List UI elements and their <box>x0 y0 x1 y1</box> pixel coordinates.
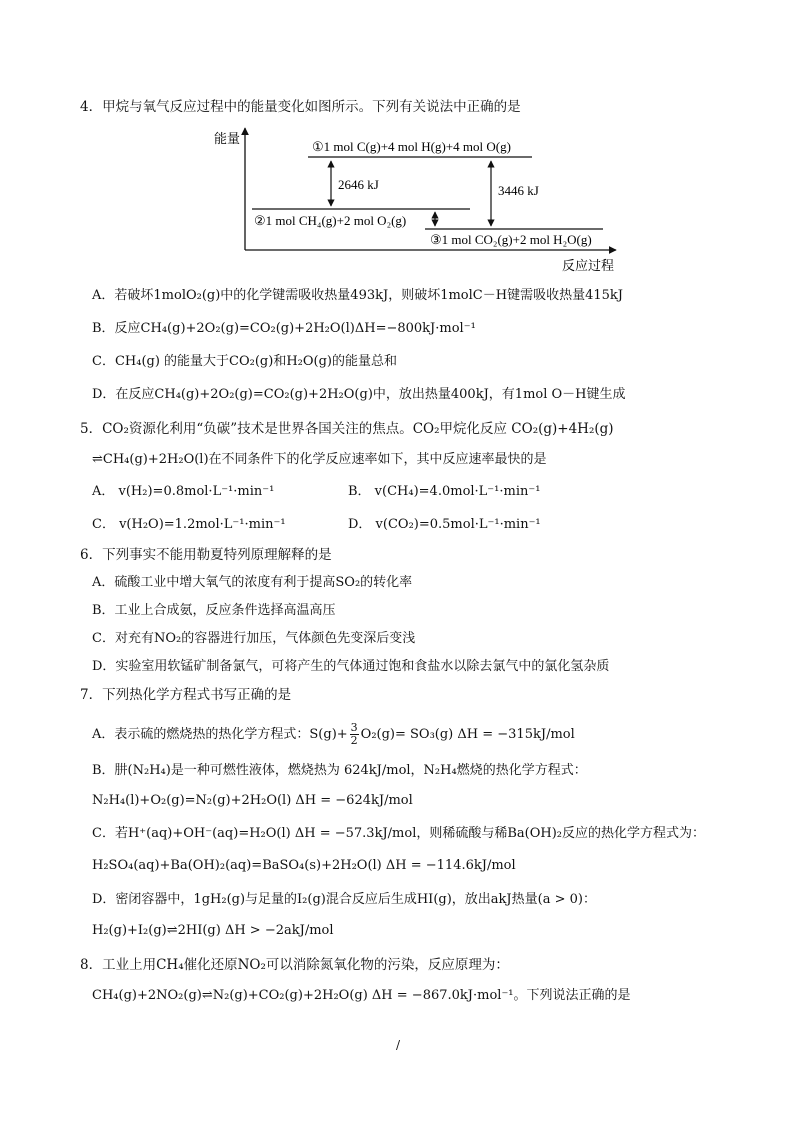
q6-stem: 6．下列事实不能用勒夏特列原理解释的是 <box>80 547 332 563</box>
q6-option-a: A．硫酸工业中增大氧气的浓度有利于提高SO₂的转化率 <box>92 575 413 590</box>
q7-option-d-line2: H₂(g)+I₂(g)⇌2HI(g) ΔH > −2akJ/mol <box>92 923 334 938</box>
q7-option-d-line1: D．密闭容器中，1gH₂(g)与足量的I₂(g)混合反应后生成HI(g)，放出akJ热量(a > 0)： <box>92 892 596 907</box>
q4-stem: 4．甲烷与氧气反应过程中的能量变化如图所示。下列有关说法中正确的是 <box>80 99 521 115</box>
fraction-denominator: 2 <box>350 734 358 747</box>
q6-option-c: C．对充有NO₂的容器进行加压，气体颜色先变深后变浅 <box>92 631 416 646</box>
q6-option-b: B．工业上合成氨，反应条件选择高温高压 <box>92 603 336 618</box>
q7-option-c-line1: C．若H⁺(aq)+OH⁻(aq)=H₂O(l) ΔH = −57.3kJ/mol，则稀硫酸与稀Ba(OH)₂反应的热化学方程式为： <box>92 826 706 841</box>
q4-option-d: D．在反应CH₄(g)+2O₂(g)=CO₂(g)+2H₂O(g)中，放出热量400kJ，有1mol O－H键生成 <box>92 387 626 402</box>
q7-option-b-line1: B．肼(N₂H₄)是一种可燃性液体，燃烧热为 624kJ/mol，N₂H₄燃烧的热化学方程式： <box>92 763 587 778</box>
page-number: / <box>396 1038 401 1052</box>
q5-option-d: D． v(CO₂)=0.5mol·L⁻¹·min⁻¹ <box>348 517 541 532</box>
q7-option-c-line2: H₂SO₄(aq)+Ba(OH)₂(aq)=BaSO₄(s)+2H₂O(l) ΔH = −114.6kJ/mol <box>92 858 516 873</box>
q5-option-c: C． v(H₂O)=1.2mol·L⁻¹·min⁻¹ <box>92 517 286 532</box>
q7-option-b-line2: N₂H₄(l)+O₂(g)=N₂(g)+2H₂O(l) ΔH = −624kJ/mol <box>92 793 413 808</box>
x-axis-label: 反应过程 <box>562 258 615 273</box>
y-axis-label: 能量 <box>214 131 241 146</box>
level-2-label: ②1 mol CH₄(g)+2 mol O₂(g) <box>254 213 407 228</box>
q5-stem-line2: ⇌CH₄(g)+2H₂O(l)在不同条件下的化学反应速率如下，其中反应速率最快的是 <box>92 452 547 467</box>
q8-stem-line1: 8．工业上用CH₄催化还原NO₂可以消除氮氧化物的污染，反应原理为： <box>80 957 509 973</box>
q5-option-b: B． v(CH₄)=4.0mol·L⁻¹·min⁻¹ <box>348 484 541 499</box>
q5-option-a: A． v(H₂)=0.8mol·L⁻¹·min⁻¹ <box>92 484 275 499</box>
q4-option-a: A．若破坏1molO₂(g)中的化学键需吸收热量493kJ，则破坏1molC－H键需吸收热量415kJ <box>92 288 623 303</box>
q7-stem: 7．下列热化学方程式书写正确的是 <box>80 687 292 703</box>
level-3-label: ③1 mol CO₂(g)+2 mol H₂O(g) <box>430 232 592 247</box>
q7-a-suffix: O₂(g)= SO₃(g) ΔH = −315kJ/mol <box>360 727 575 742</box>
q7-option-a <box>92 722 575 747</box>
q8-stem-line2: CH₄(g)+2NO₂(g)⇌N₂(g)+CO₂(g)+2H₂O(g) ΔH = −867.0kJ·mol⁻¹。下列说法正确的是 <box>92 988 631 1003</box>
q4-option-b: B．反应CH₄(g)+2O₂(g)=CO₂(g)+2H₂O(l)ΔH=−800kJ·mol⁻¹ <box>92 321 476 336</box>
q7-a-prefix: A．表示硫的燃烧热的热化学方程式：S(g)+ <box>92 727 348 742</box>
fraction <box>350 722 359 747</box>
fraction-numerator: 3 <box>350 721 358 734</box>
q6-option-d: D．实验室用软锰矿制备氯气，可将产生的气体通过饱和食盐水以除去氯气中的氯化氢杂质 <box>92 659 610 674</box>
q4-option-c: C．CH₄(g) 的能量大于CO₂(g)和H₂O(g)的能量总和 <box>92 354 397 369</box>
arrow-2646-label: 2646 kJ <box>338 177 379 192</box>
level-1-label: ①1 mol C(g)+4 mol H(g)+4 mol O(g) <box>312 139 511 154</box>
arrow-3446-label: 3446 kJ <box>498 183 539 198</box>
q5-stem-line1: 5．CO₂资源化利用“负碳”技术是世界各国关注的焦点。CO₂甲烷化反应 CO₂(g)+4H₂(g) <box>80 421 614 437</box>
